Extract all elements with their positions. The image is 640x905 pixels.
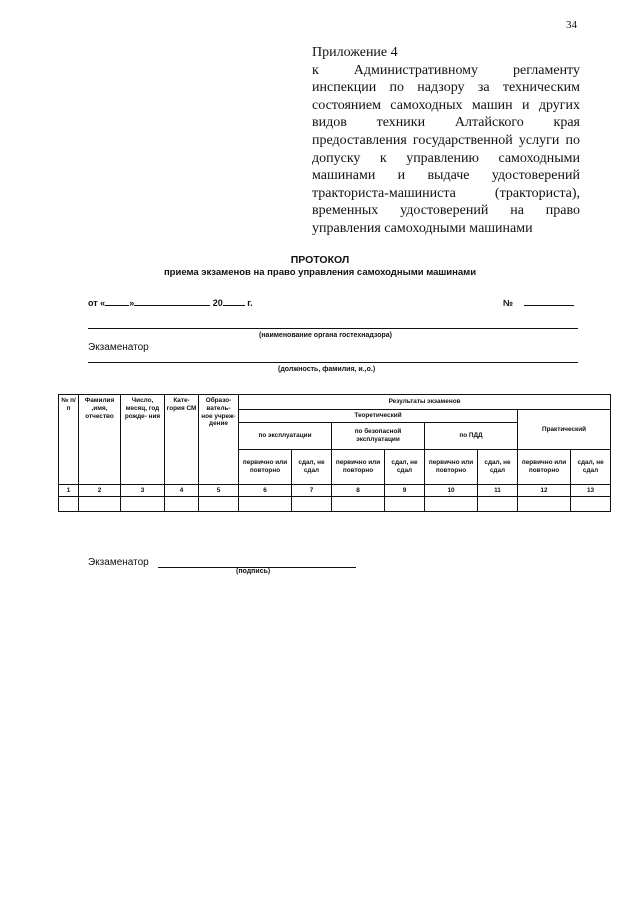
annex-block [312,44,580,238]
header-safe-operation: по безопасной эксплуатации [332,423,425,450]
header-num: № п/п [59,395,79,485]
header-first-or-repeat: первично или повторно [332,450,385,485]
authority-line [88,328,578,329]
header-category: Кате- гория СМ [165,395,199,485]
table-cell [199,497,239,512]
position-caption: (должность, фамилия, и.,о.) [278,366,376,373]
column-number: 9 [385,485,425,497]
annex-title: Приложение 4 [312,45,398,60]
column-number: 1 [59,485,79,497]
table-cell [292,497,332,512]
table-cell [478,497,518,512]
table-row [59,497,611,512]
date-year: 20 [212,298,223,308]
annex-body: к Административному регламенту инспекции по надзору за техническим состоянием самоходных машин и других видов техники Алтайского края предоставления государственной услуги по допуску к управлению самоходными машинами и выдаче удостоверений тракториста-машиниста (тракториста), временных удостоверений на право управления самоходными машинами [312,62,580,236]
header-results: Результаты экзаменов [239,395,611,410]
header-passed-failed: сдал, не сдал [385,450,425,485]
header-first-or-repeat: первично или повторно [239,450,292,485]
column-number: 5 [199,485,239,497]
header-dob: Число, месяц, год рожде- ния [121,395,165,485]
day-blank [105,296,129,306]
column-number: 6 [239,485,292,497]
number-label: № [503,298,514,308]
table-cell [332,497,385,512]
signature-examiner-label: Экзаменатор [88,557,149,568]
column-number: 4 [165,485,199,497]
number-blank [524,296,574,306]
protocol-title: ПРОТОКОЛ [290,254,350,266]
table-cell [518,497,571,512]
position-line [88,362,578,363]
header-education: Образо- ватель- ное учреж- дение [199,395,239,485]
column-number: 2 [79,485,121,497]
column-number: 11 [478,485,518,497]
table-cell [165,497,199,512]
table-cell [79,497,121,512]
header-passed-failed: сдал, не сдал [292,450,332,485]
column-number: 8 [332,485,385,497]
number-line [503,296,574,308]
column-number: 12 [518,485,571,497]
table-cell [425,497,478,512]
table-cell [121,497,165,512]
header-name: Фамилия ,имя, отчество [79,395,121,485]
column-number: 10 [425,485,478,497]
authority-caption: (наименование органа гостехнадзора) [259,332,392,339]
header-passed-failed: сдал, не сдал [571,450,611,485]
header-operation: по эксплуатации [239,423,332,450]
header-first-or-repeat: первично или повторно [518,450,571,485]
table-cell [59,497,79,512]
column-number: 7 [292,485,332,497]
date-line [88,296,253,308]
month-blank [134,296,210,306]
header-first-or-repeat: первично или повторно [425,450,478,485]
page-number: 34 [566,19,577,31]
table-cell [239,497,292,512]
column-number: 13 [571,485,611,497]
column-number: 3 [121,485,165,497]
date-suffix: г. [247,298,253,308]
table-cell [571,497,611,512]
protocol-subtitle: приема экзаменов на право управления самоходными машинами [163,267,477,278]
header-practical: Практический [518,410,611,450]
header-traffic-rules: по ПДД [425,423,518,450]
header-theory: Теоретический [239,410,518,423]
examiner-label: Экзаменатор [88,342,149,353]
header-passed-failed: сдал, не сдал [478,450,518,485]
date-prefix: от « [88,298,106,308]
year-blank [223,296,245,306]
table-cell [385,497,425,512]
date-mid: » [129,298,135,308]
exam-results-table [58,394,611,512]
signature-caption: (подпись) [236,568,271,575]
